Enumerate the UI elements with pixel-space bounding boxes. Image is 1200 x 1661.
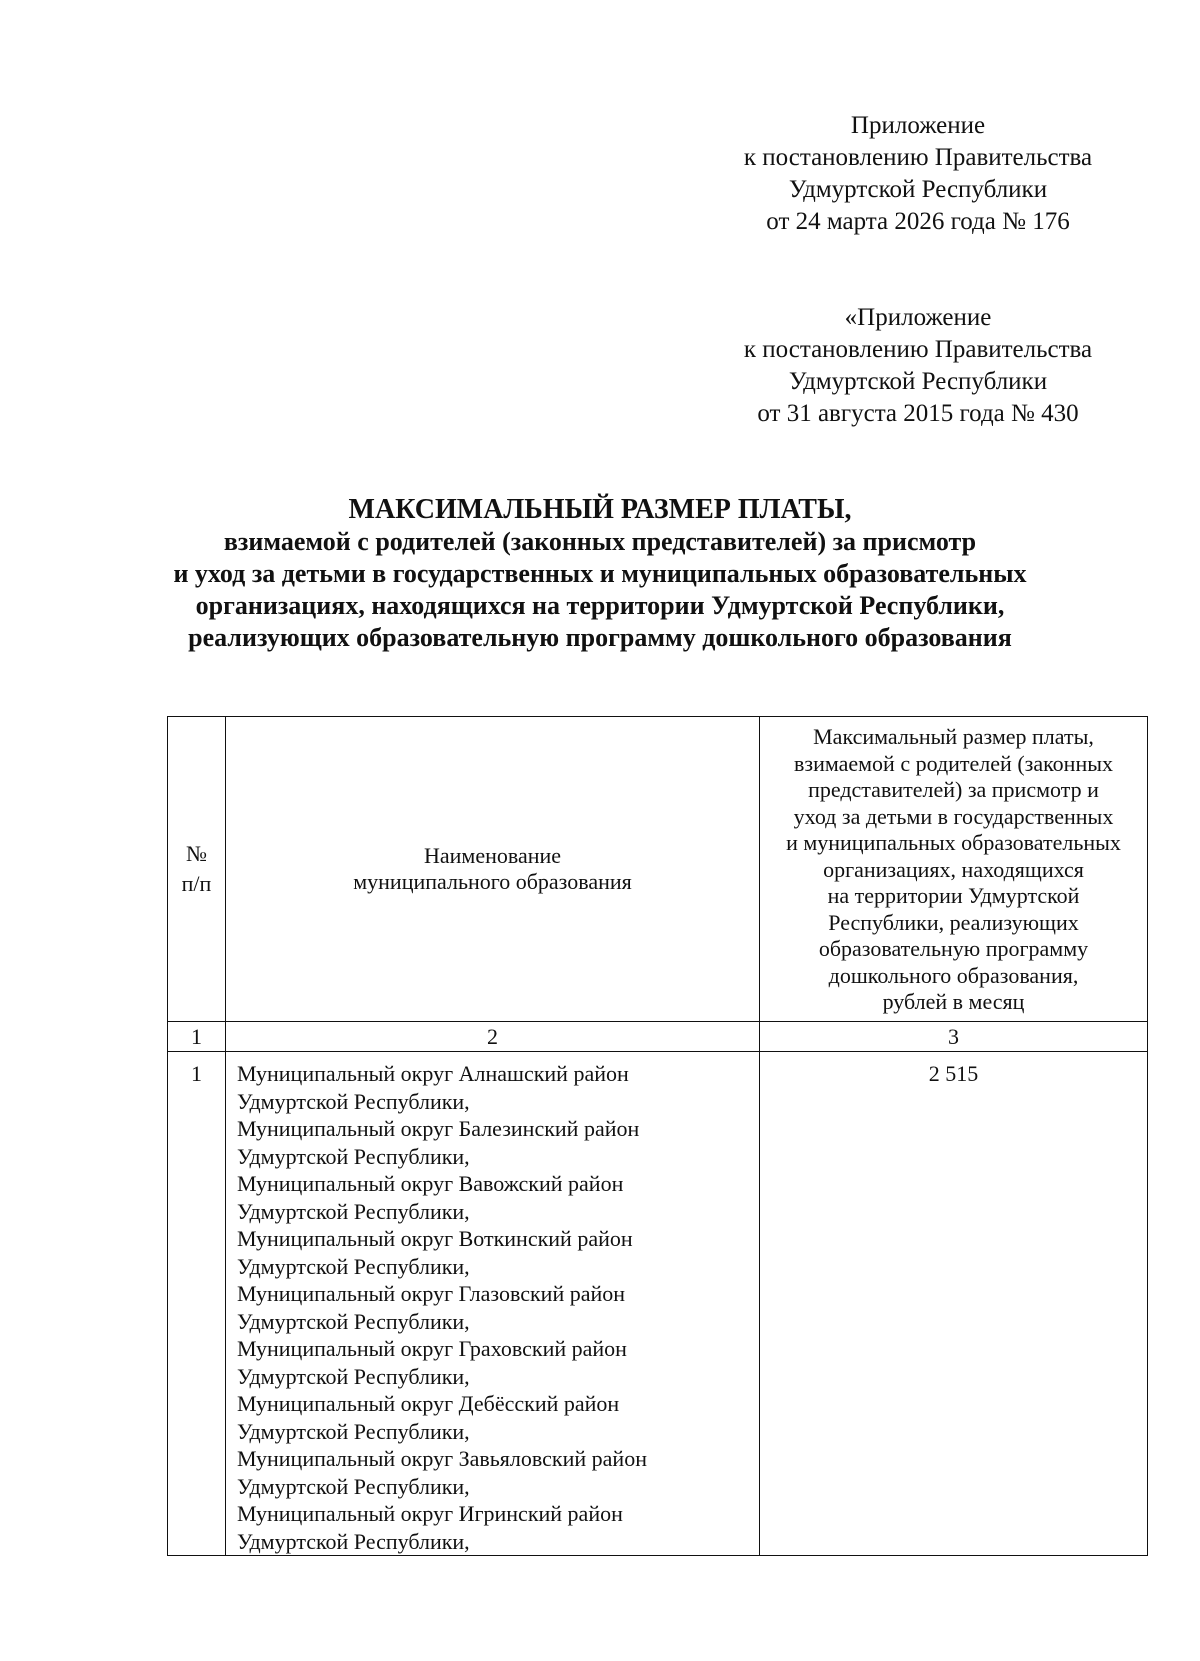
document-title	[100, 494, 1100, 654]
municipality-line: Удмуртской Республики,	[237, 1198, 470, 1224]
title-sub-line: организациях, находящихся на территории Удмуртской Республики,	[195, 591, 1005, 620]
header-number-line: п/п	[181, 871, 212, 896]
municipality-line: Удмуртской Республики,	[237, 1473, 470, 1499]
municipality-line: Муниципальный округ Вавожский район	[237, 1171, 624, 1196]
attachment-original-line: от 31 августа 2015 года № 430	[757, 400, 1079, 427]
header-value-line: взимаемой с родителей (законных	[793, 750, 1114, 776]
municipality-line: Муниципальный округ Балезинский район	[237, 1116, 640, 1141]
municipality-line: Муниципальный округ Воткинский район	[237, 1226, 633, 1251]
header-number	[168, 717, 226, 1022]
municipality-line: Муниципальный округ Граховский район	[237, 1336, 627, 1361]
title-sub-line: взимаемой с родителей (законных представителей) за присмотр	[223, 527, 977, 556]
attachment-block-current	[708, 110, 1128, 238]
municipality-line: Муниципальный округ Глазовский район	[237, 1281, 626, 1306]
column-index: 1	[168, 1022, 226, 1052]
row-municipality-names	[226, 1052, 760, 1556]
title-main: МАКСИМАЛЬНЫЙ РАЗМЕР ПЛАТЫ,	[348, 494, 852, 525]
municipality-line: Удмуртской Республики,	[237, 1143, 470, 1169]
column-index-row	[168, 1022, 1148, 1052]
header-value-line: на территории Удмуртской	[827, 883, 1080, 909]
column-index: 3	[760, 1022, 1148, 1052]
table-row	[168, 1052, 1148, 1556]
title-sub-line: реализующих образовательную программу дошкольного образования	[188, 623, 1012, 652]
header-value-line: и муниципальных образовательных	[786, 830, 1121, 856]
header-number-line: №	[186, 841, 207, 866]
municipality-line: Удмуртской Республики,	[237, 1088, 470, 1114]
municipality-line: Удмуртской Республики,	[237, 1528, 470, 1554]
municipality-line: Удмуртской Республики,	[237, 1253, 470, 1279]
header-value-line: образовательную программу	[818, 936, 1089, 962]
attachment-current-line: Удмуртской Республики	[788, 176, 1048, 203]
header-value-line: представителей) за присмотр и	[808, 777, 1099, 803]
header-value-line: Максимальный размер платы,	[813, 724, 1094, 750]
title-sub-line: и уход за детьми в государственных и муниципальных образовательных	[173, 559, 1027, 588]
header-value-line: дошкольного образования,	[828, 962, 1079, 988]
header-value-line: уход за детьми в государственных	[793, 803, 1114, 829]
header-name-line: муниципального образования	[353, 869, 632, 894]
header-name	[226, 717, 760, 1022]
attachment-current-line: Приложение	[850, 112, 986, 139]
column-index: 2	[226, 1022, 760, 1052]
header-value-line: организациях, находящихся	[823, 856, 1084, 882]
attachment-block-original	[708, 302, 1128, 430]
row-fee-value: 2 515	[760, 1052, 1148, 1556]
header-value	[760, 717, 1148, 1022]
municipality-line: Муниципальный округ Игринский район	[237, 1501, 623, 1526]
fees-table	[167, 716, 1148, 1556]
table-header-row	[168, 717, 1148, 1022]
municipality-line: Удмуртской Республики,	[237, 1418, 470, 1444]
header-name-line: Наименование	[423, 842, 562, 868]
attachment-current-line: к постановлению Правительства	[743, 144, 1093, 171]
row-number: 1	[168, 1052, 226, 1556]
municipality-line: Муниципальный округ Дебёсский район	[237, 1391, 620, 1416]
municipality-line: Муниципальный округ Алнашский район	[237, 1061, 629, 1086]
attachment-original-line: Удмуртской Республики	[788, 368, 1048, 395]
attachment-current-line: от 24 марта 2026 года № 176	[766, 208, 1070, 235]
municipality-line: Удмуртской Республики,	[237, 1363, 470, 1389]
municipality-line: Муниципальный округ Завьяловский район	[237, 1446, 647, 1471]
attachment-original-line: «Приложение	[844, 304, 992, 331]
header-value-line: Республики, реализующих	[828, 909, 1079, 935]
attachment-original-line: к постановлению Правительства	[743, 336, 1093, 363]
municipality-line: Удмуртской Республики,	[237, 1308, 470, 1334]
header-value-line: рублей в месяц	[882, 989, 1025, 1015]
